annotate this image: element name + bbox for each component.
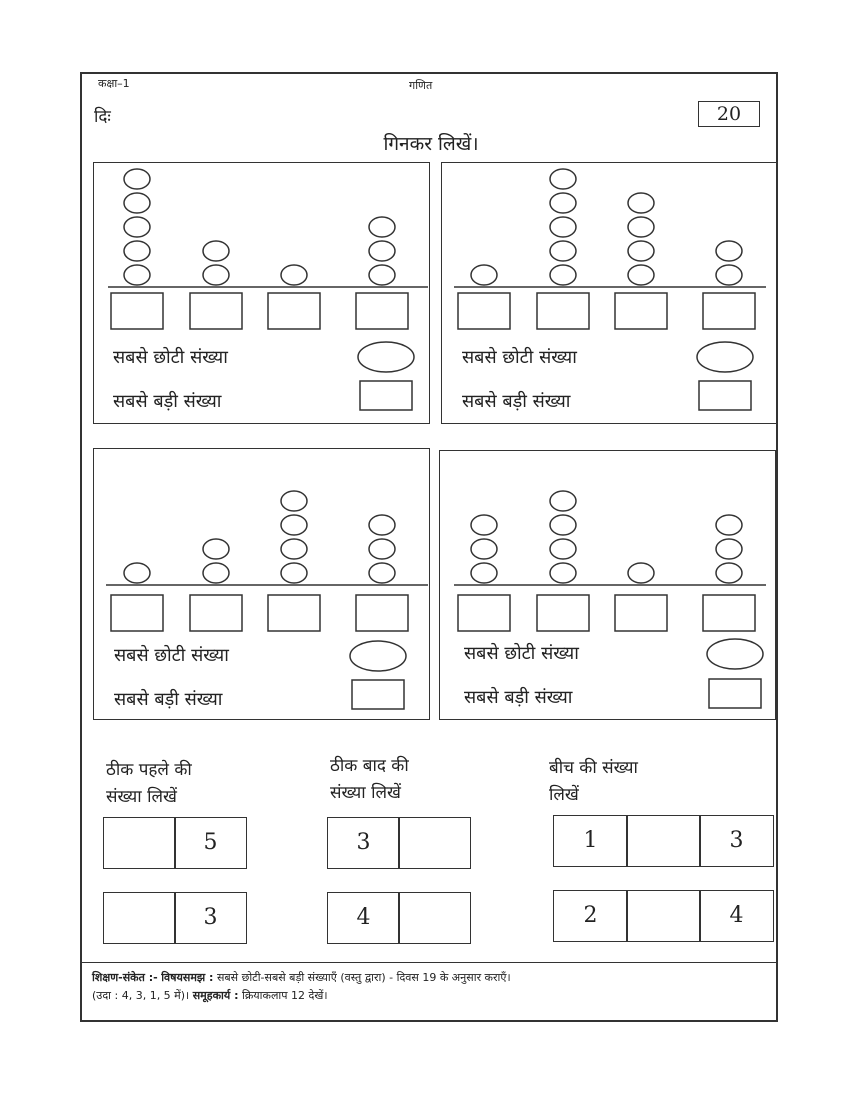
counting-circle [369, 265, 395, 285]
after-number-row-1 [327, 817, 471, 869]
given-number-cell: 3 [699, 815, 774, 867]
after-answer-cell[interactable] [398, 892, 471, 944]
teaching-notes-line-1: शिक्षण-संकेत :- विषयसमझ : सबसे छोटी-सबसे बड़ी संख्याएँ (वस्तु द्वारा) - दिवस 19 के अनुसार कराएँ। [92, 971, 511, 984]
given-number-cell: 4 [699, 890, 774, 942]
answer-box [537, 293, 589, 329]
counting-circle [550, 515, 576, 535]
panel-1-circles [124, 169, 395, 285]
counting-circle [550, 265, 576, 285]
counting-circle [281, 539, 307, 559]
between-answer-cell[interactable] [626, 815, 701, 867]
largest-number-box [709, 679, 761, 708]
answer-box [190, 595, 242, 631]
between-number-row-1 [553, 815, 774, 867]
largest-number-box [699, 381, 751, 410]
counting-circle [369, 539, 395, 559]
given-number-cell: 4 [327, 892, 400, 944]
counting-circle [124, 265, 150, 285]
class-label: कक्षा–1 [98, 77, 130, 90]
smallest-number-label: सबसे छोटी संख्या [464, 643, 579, 664]
counting-circle [716, 539, 742, 559]
counting-panel-4-drawing [440, 451, 777, 721]
after-number-heading: ठीक बाद की संख्या लिखें [330, 756, 409, 803]
given-number-cell: 3 [174, 892, 247, 944]
answer-box [703, 595, 755, 631]
answer-box [615, 595, 667, 631]
counting-circle [471, 539, 497, 559]
counting-panel-3-drawing [94, 449, 431, 721]
smallest-number-label: सबसे छोटी संख्या [114, 645, 229, 666]
counting-circle [471, 515, 497, 535]
answer-box [703, 293, 755, 329]
counting-circle [281, 491, 307, 511]
answer-box [190, 293, 242, 329]
counting-circle [203, 539, 229, 559]
largest-number-label: सबसे बड़ी संख्या [462, 391, 571, 412]
counting-panel-2-drawing [442, 163, 779, 425]
counting-circle [281, 265, 307, 285]
counting-circle [716, 241, 742, 261]
answer-box [268, 293, 320, 329]
smallest-number-oval [350, 641, 406, 671]
counting-circle [550, 241, 576, 261]
subject-label: गणित [409, 79, 433, 92]
counting-circle [550, 169, 576, 189]
smallest-number-oval [707, 639, 763, 669]
counting-circle [124, 563, 150, 583]
before-number-heading: ठीक पहले की संख्या लिखें [106, 760, 192, 807]
counting-circle [628, 241, 654, 261]
largest-number-label: सबसे बड़ी संख्या [464, 687, 573, 708]
teaching-notes [82, 962, 776, 1005]
counting-panel-3 [93, 448, 430, 720]
counting-circle [369, 241, 395, 261]
counting-panel-1 [93, 162, 430, 424]
panel-3-circles [124, 491, 395, 583]
counting-circle [716, 515, 742, 535]
worksheet-title: गिनकर लिखें। [383, 133, 479, 155]
counting-circle [550, 563, 576, 583]
after-number-row-2 [327, 892, 471, 944]
counting-circle [124, 241, 150, 261]
counting-circle [124, 217, 150, 237]
worksheet-page [80, 72, 778, 1022]
answer-box [615, 293, 667, 329]
largest-number-label: सबसे बड़ी संख्या [113, 391, 222, 412]
answer-box [458, 293, 510, 329]
counting-panel-4 [439, 450, 776, 720]
counting-circle [369, 515, 395, 535]
largest-number-box [360, 381, 412, 410]
between-number-heading: बीच की संख्या लिखें [549, 758, 638, 805]
counting-panel-1-drawing [94, 163, 431, 425]
counting-panel-2 [441, 162, 778, 424]
counting-circle [550, 217, 576, 237]
answer-box [356, 293, 408, 329]
counting-circle [203, 241, 229, 261]
smallest-number-label: सबसे छोटी संख्या [113, 347, 228, 368]
answer-box [356, 595, 408, 631]
counting-circle [281, 563, 307, 583]
panel-2-circles [471, 169, 742, 285]
given-number-cell: 1 [553, 815, 628, 867]
smallest-number-oval [358, 342, 414, 372]
before-answer-cell[interactable] [103, 892, 176, 944]
after-answer-cell[interactable] [398, 817, 471, 869]
answer-box [111, 595, 163, 631]
answer-box [458, 595, 510, 631]
largest-number-box [352, 680, 404, 709]
smallest-number-oval [697, 342, 753, 372]
answer-box [268, 595, 320, 631]
counting-circle [471, 265, 497, 285]
counting-circle [471, 563, 497, 583]
given-number-cell: 2 [553, 890, 628, 942]
page-number: 20 [698, 101, 760, 127]
counting-circle [550, 491, 576, 511]
before-number-row-1 [103, 817, 247, 869]
counting-circle [124, 169, 150, 189]
largest-number-label: सबसे बड़ी संख्या [114, 689, 223, 710]
panel-4-circles [471, 491, 742, 583]
given-number-cell: 3 [327, 817, 400, 869]
counting-circle [203, 563, 229, 583]
before-answer-cell[interactable] [103, 817, 176, 869]
counting-circle [628, 193, 654, 213]
between-answer-cell[interactable] [626, 890, 701, 942]
counting-circle [716, 265, 742, 285]
counting-circle [550, 539, 576, 559]
given-number-cell: 5 [174, 817, 247, 869]
counting-circle [550, 193, 576, 213]
counting-circle [281, 515, 307, 535]
teaching-notes-line-2: (उदा : 4, 3, 1, 5 में)। समूहकार्य : क्रियाकलाप 12 देखें। [92, 989, 328, 1002]
between-number-row-2 [553, 890, 774, 942]
counting-circle [628, 563, 654, 583]
smallest-number-label: सबसे छोटी संख्या [462, 347, 577, 368]
counting-circle [628, 217, 654, 237]
counting-circle [124, 193, 150, 213]
counting-circle [369, 563, 395, 583]
date-label: दिः [94, 107, 111, 127]
counting-circle [369, 217, 395, 237]
counting-circle [628, 265, 654, 285]
before-number-row-2 [103, 892, 247, 944]
answer-box [111, 293, 163, 329]
answer-box [537, 595, 589, 631]
counting-circle [203, 265, 229, 285]
counting-circle [716, 563, 742, 583]
